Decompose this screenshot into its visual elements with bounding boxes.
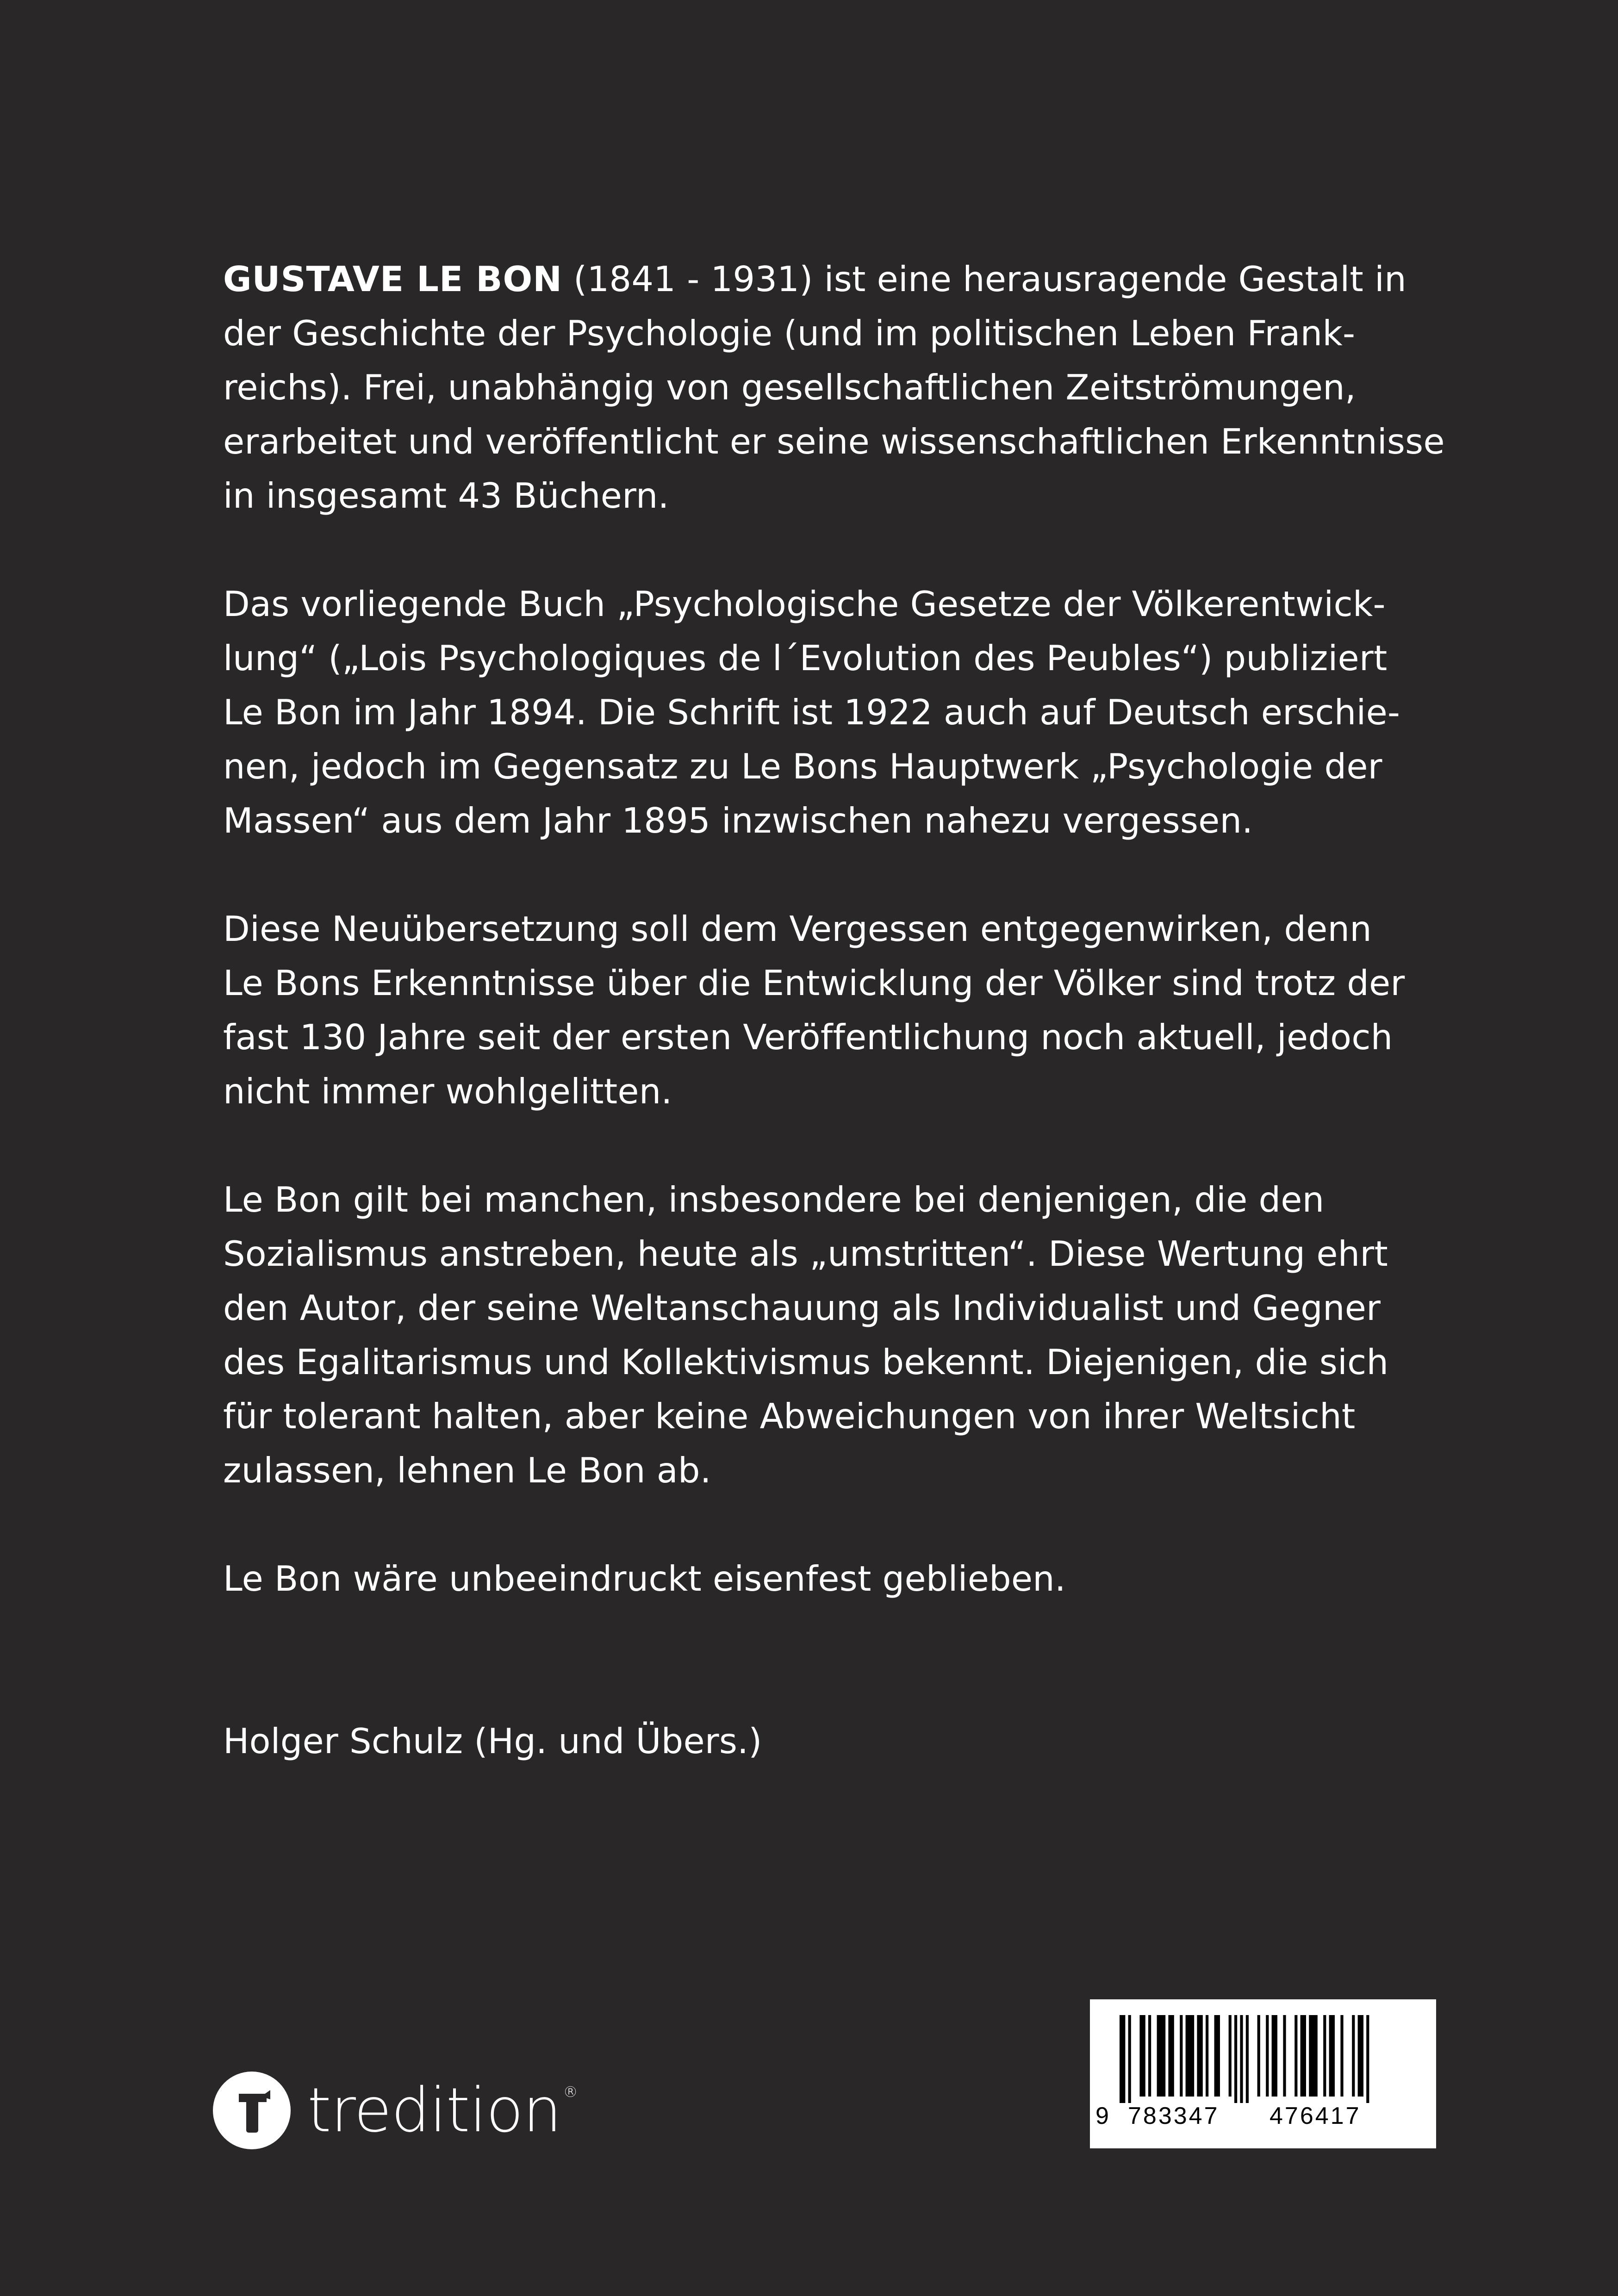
- barcode-bar: [1229, 2015, 1232, 2097]
- barcode-bar: [1157, 2015, 1166, 2097]
- back-cover-text: [223, 252, 1445, 1768]
- barcode-bar: [1329, 2015, 1335, 2097]
- barcode-bar: [1128, 2015, 1131, 2103]
- barcode-bar: [1340, 2015, 1343, 2097]
- tredition-t-logo-icon: [213, 2072, 291, 2149]
- barcode-bar: [1323, 2015, 1326, 2097]
- barcode-bar: [1309, 2015, 1318, 2097]
- barcode-bar: [1148, 2015, 1151, 2097]
- barcode-bar: [1301, 2015, 1306, 2097]
- barcode-bar: [1266, 2015, 1269, 2097]
- barcode-bar: [1206, 2015, 1208, 2097]
- barcode-digits-right: 476417: [1270, 2103, 1361, 2129]
- barcode-bar: [1257, 2015, 1260, 2097]
- barcode-bar: [1186, 2015, 1195, 2097]
- barcode-bar: [1272, 2015, 1277, 2097]
- barcode-bar: [1352, 2015, 1355, 2097]
- barcode-bar: [1139, 2015, 1145, 2097]
- registered-mark: ®: [563, 2083, 578, 2101]
- book-history-paragraph: Das vorliegende Buch „Psychologische Gesetze der Völkerentwick- lung“ („Lois Psychologiques de l´Evolution des Peubles“) publiziert Le Bon im Jahr 1894. Die Schrift ist 1922 auch auf Deutsch erschie- nen, jedoch im Gegensatz zu Le Bons Hauptwerk „Psychologie der Massen“ aus dem Jahr 1895 inzwischen nahezu vergessen.: [223, 584, 1400, 841]
- barcode-bar: [1234, 2015, 1237, 2103]
- barcode-bar: [1214, 2015, 1220, 2097]
- intro-paragraph: GUSTAVE LE BON (1841 - 1931) ist eine herausragende Gestalt in der Geschichte der Psychologie (und im politischen Leben Frank- reichs). Frei, unabhängig von gesellschaftlichen Zeitströmungen, erarbeitet und veröffentlicht er seine wissenschaftlichen Erkenntnisse in insgesamt 43 Büchern.: [223, 259, 1445, 516]
- barcode-bar: [1283, 2015, 1286, 2097]
- translation-paragraph: Diese Neuübersetzung soll dem Vergessen entgegenwirken, denn Le Bons Erkenntnisse über die Entwicklung der Völker sind trotz der fast 130 Jahre seit der ersten Veröffentlichung noch aktuell, jedoch nicht immer wohlgelitten.: [223, 908, 1405, 1112]
- closing-paragraph: Le Bon wäre unbeeindruckt eisenfest geblieben.: [223, 1558, 1066, 1599]
- barcode-bar: [1366, 2015, 1369, 2103]
- barcode-bar: [1120, 2015, 1125, 2103]
- barcode-bar: [1240, 2015, 1243, 2103]
- isbn-barcode: [1090, 1999, 1436, 2148]
- publisher-logo: [213, 2069, 578, 2152]
- barcode-bar: [1246, 2015, 1249, 2103]
- barcode-bar: [1180, 2015, 1182, 2097]
- barcode-bar: [1358, 2015, 1363, 2097]
- author-name: GUSTAVE LE BON: [223, 259, 562, 299]
- barcode-bar: [1294, 2015, 1297, 2097]
- barcode-bar: [1197, 2015, 1202, 2097]
- barcode-digits-left: 783347: [1128, 2103, 1220, 2129]
- barcode-bar: [1168, 2015, 1174, 2097]
- barcode-digit-first: 9: [1095, 2103, 1109, 2129]
- editor-signature: Holger Schulz (Hg. und Übers.): [223, 1721, 762, 1761]
- reception-paragraph: Le Bon gilt bei manchen, insbesondere bei denjenigen, die den Sozialismus anstreben, heute als „umstritten“. Diese Wertung ehrt den Autor, der seine Weltanschauung als Individualist und Gegner des Egalitarismus und Kollektivismus bekennt. Diejenigen, die sich für tolerant halten, aber keine Abweichungen von ihrer Weltsicht zulassen, lehnen Le Bon ab.: [223, 1179, 1389, 1491]
- publisher-name: tredition ®: [307, 2075, 578, 2146]
